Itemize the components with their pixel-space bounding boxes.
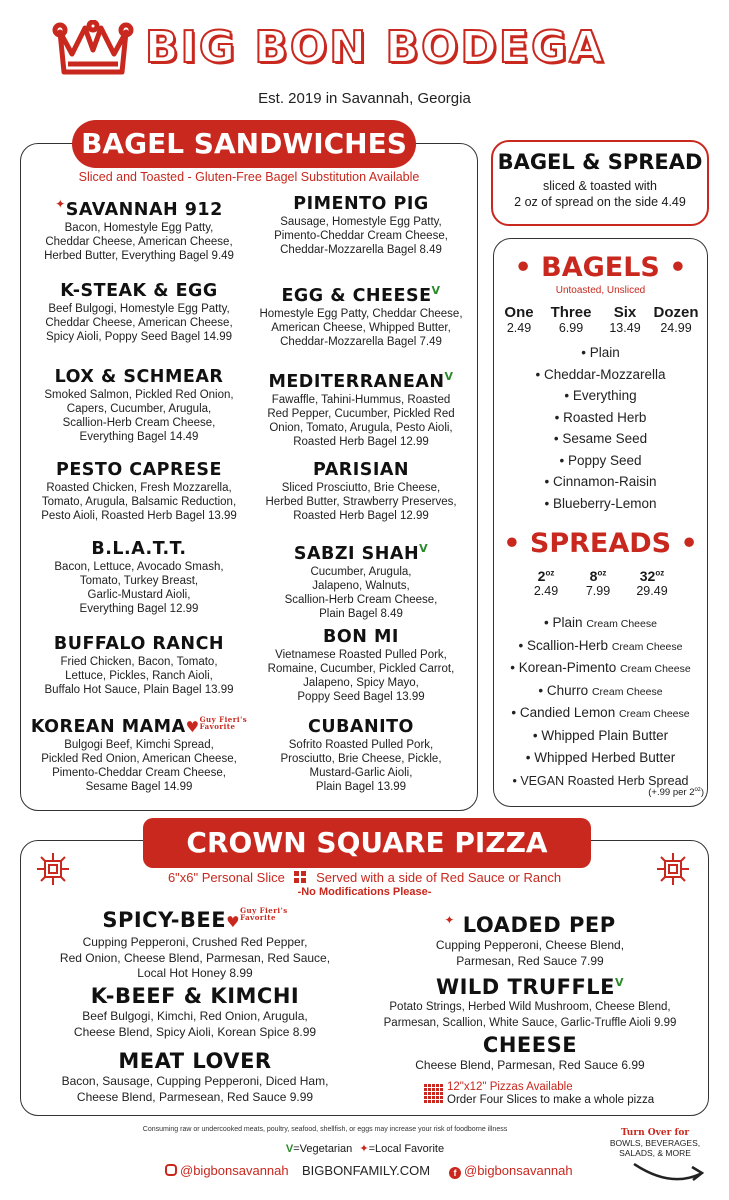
spread-list [493, 612, 708, 792]
list-item: • Roasted Herb [554, 409, 647, 425]
bagel-size-dozen: Dozen 24.99 [653, 304, 699, 335]
list-item: • Candied Lemon Cream Cheese [511, 705, 690, 720]
heart-icon: ♥ [226, 913, 241, 931]
bagels-subtitle: Untoasted, Unsliced [555, 285, 646, 296]
large-pizza-available: 12"x12" Pizzas Available [447, 1081, 573, 1093]
menu-item-buffalo-ranch: BUFFALO RANCH Fried Chicken, Bacon, Tomato, Lettuce, Pickles, Ranch Aioli, Buffalo Hot Sauce, Plain Bagel 13.99 [44, 634, 234, 696]
no-modifications-note: -No Modifications Please- [297, 886, 432, 898]
local-favorite-star-icon: ✦ [444, 913, 455, 927]
guy-fieri-favorite-badge: Guy Fieri's Favorite [240, 906, 288, 922]
menu-item-egg-cheese: EGG & $CHEESE^V$ Homestyle Egg Patty, Cheddar Cheese, American Cheese, Whipped Butter, Cheddar-Mozzarella Bagel 7.49 [259, 284, 463, 348]
instagram-handle[interactable]: @bigbonsavannah [165, 1163, 289, 1178]
list-item: • Cinnamon-Raisin [544, 474, 657, 489]
menu-item-lox-schmear: LOX & SCHMEAR Smoked Salmon, Pickled Red Onion, Capers, Cucumber, Arugula, Scallion-Herb Cream Cheese, Everything Bagel 14.49 [44, 367, 234, 443]
bagel-size-six: Six 13.49 [609, 304, 641, 335]
pizza-item-spicy-bee: SPICY-BEE♥Guy Fieri's Favorite Cupping Pepperoni, Crushed Red Pepper, Red Onion, Cheese Blend, Parmesan, Red Sauce, Local Hot Honey 8.99 [59, 906, 331, 980]
website-link[interactable]: BIGBONFAMILY.COM [302, 1163, 431, 1178]
facebook-icon: f [449, 1167, 461, 1179]
spread-size-8oz: $8^{oz}$ 7.99 [585, 568, 611, 598]
large-pizza-grid-icon [423, 1083, 443, 1103]
established-line: Est. 2019 in Savannah, Georgia [258, 90, 471, 107]
list-item: • Poppy Seed [559, 452, 642, 468]
pizza-size-line: 6"x6" Personal Slice Served with a side of Red Sauce or Ranch [167, 870, 562, 885]
pizza-item-k-beef-kimchi: K-BEEF & KIMCHI Beef Bulgogi, Kimchi, Red Onion, Arugula, Cheese Blend, Spicy Aioli, Korean Spice 8.99 [73, 984, 317, 1039]
list-item: • Everything [564, 388, 637, 403]
vegetarian-mark: V [615, 976, 625, 989]
pizza-item-loaded-pep: ✦ LOADED PEP Cupping Pepperoni, Cheese Blend, Parmesan, Red Sauce 7.99 [435, 913, 625, 968]
menu-item-k-steak-egg: K-STEAK & EGG Beef Bulgogi, Homestyle Egg Patty, Cheddar Cheese, American Cheese, Spicy Aioli, Poppy Seed Bagel 14.99 [45, 281, 233, 343]
vegetarian-mark: V [431, 284, 441, 297]
bagel-spread-line1: sliced & toasted with [543, 179, 657, 193]
food-safety-disclaimer: Consuming raw or undercooked meats, poultry, seafood, shellfish, or eggs may increase your risk of foodborne illness [142, 1126, 508, 1133]
menu-item-bon-mi: BON MI Vietnamese Roasted Pulled Pork, Romaine, Cucumber, Pickled Carrot, Jalapeno, Spicy Mayo, Poppy Seed Bagel 13.99 [267, 627, 455, 703]
list-item: • Blueberry-Lemon [544, 495, 657, 511]
bagel-spread-line2: 2 oz of spread on the side 4.49 [514, 195, 686, 209]
spread-size-32oz: $32^{oz}$ 29.49 [636, 568, 668, 598]
menu-item-sabzi-shah: SABZI $SHAH^V$ Cucumber, Arugula, Jalapeno, Walnuts, Scallion-Herb Cream Cheese, Plain Bagel 8.49 [284, 542, 438, 620]
menu-item-korean-mama: KOREAN MAMA♥Guy Fieri's Favorite Bulgogi Beef, Kimchi Spread, Pickled Red Onion, American Cheese, Pimento-Cheddar Cream Cheese, Sesame Bagel 14.99 [30, 715, 248, 793]
bagel-spread-title: BAGEL & SPREAD [497, 150, 703, 174]
pizza-item-meat-lover: MEAT LOVER Bacon, Sausage, Cupping Pepperoni, Diced Ham, Cheese Blend, Parmesean, Red Sauce 9.99 [61, 1049, 329, 1104]
facebook-handle[interactable]: f @bigbonsavannah [449, 1163, 573, 1179]
square-grid-icon [294, 871, 306, 883]
curved-arrow-icon [630, 1158, 710, 1186]
menu-item-pimento-pig: PIMENTO PIG Sausage, Homestyle Egg Patty, Pimento-Cheddar Cream Cheese, Cheddar-Mozzarella Bagel 8.49 [274, 194, 448, 256]
list-item: • Whipped Plain Butter [532, 727, 669, 743]
vegan-upcharge-note: (+.99 per $2^{oz}$) [648, 787, 704, 799]
menu-item-pesto-caprese: PESTO CAPRESE Roasted Chicken, Fresh Mozzarella, Tomato, Arugula, Balsamic Reduction, Pesto Aioli, Roasted Herb Bagel 13.99 [41, 460, 237, 522]
vegetarian-mark: V [419, 542, 429, 555]
menu-item-savannah-912: ✦SAVANNAH 912 Bacon, Homestyle Egg Patty, Cheddar Cheese, American Cheese, Herbed Butter, Everything Bagel 9.49 [44, 197, 234, 262]
vegetarian-mark: V [444, 370, 454, 383]
legend: V=Vegetarian ✦=Local Favorite [285, 1143, 445, 1155]
menu-item-mediterranean: $MEDITERRANEAN^V$ Fawaffle, Tahini-Hummus, Roasted Red Pepper, Cucumber, Pickled Red Onion, Tomato, Arugula, Pesto Aioli, Roasted Herb Bagel 12.99 [267, 370, 455, 448]
large-pizza-note: Order Four Slices to make a whole pizza [447, 1094, 655, 1106]
pizza-title: CROWN SQUARE PIZZA [143, 818, 591, 868]
pizza-item-wild-truffle: WILD $TRUFFLE^V$ Potato Strings, Herbed Wild Mushroom, Cheese Blend, Parmesan, Scallion, White Sauce, Garlic-Truffle Aioli 9.99 [383, 975, 677, 1029]
list-item: • Churro Cream Cheese [538, 682, 663, 698]
brand-title: BIG BON BODEGA [145, 22, 606, 73]
list-item: • Plain Cream Cheese [544, 615, 657, 630]
local-favorite-star-icon: ✦ [55, 197, 66, 211]
heart-icon: ♥ [185, 718, 200, 736]
guy-fieri-favorite-badge: Guy Fieri's Favorite [199, 715, 248, 731]
local-favorite-star-icon: ✦ [359, 1143, 369, 1155]
list-item: • VEGAN Roasted Herb Spread [512, 773, 689, 788]
bagel-size-three: Three 6.99 [550, 304, 592, 335]
list-item: • Sesame Seed [553, 431, 648, 446]
list-item: • Cheddar-Mozzarella [535, 366, 666, 382]
bagel-size-one: One 2.49 [504, 304, 534, 335]
turn-over-note: Turn Over for BOWLS, BEVERAGES, SALADS, & MORE [609, 1128, 701, 1158]
spread-size-2oz: $2^{oz}$ 2.49 [533, 568, 559, 598]
menu-item-parisian: PARISIAN Sliced Prosciutto, Brie Cheese, Herbed Butter, Strawberry Preserves, Roasted Herb Bagel 12.99 [265, 460, 457, 522]
list-item: • Plain [581, 345, 620, 360]
bagel-sandwiches-title: BAGEL SANDWICHES [72, 120, 416, 168]
crown-logo-icon [52, 20, 134, 80]
spreads-title: • SPREADS • [503, 528, 698, 559]
list-item: • Korean-Pimento Cream Cheese [510, 660, 691, 675]
list-item: • Scallion-Herb Cream Cheese [518, 637, 683, 653]
pizza-item-cheese: CHEESE Cheese Blend, Parmesan, Red Sauce 6.99 [415, 1033, 645, 1072]
bagels-title: • BAGELS • [514, 252, 687, 283]
instagram-icon [165, 1164, 177, 1176]
menu-item-cubanito: CUBANITO Sofrito Roasted Pulled Pork, Prosciutto, Brie Cheese, Pickle, Mustard-Garlic Aioli, Plain Bagel 13.99 [280, 717, 442, 793]
menu-item-blatt: B.L.A.T.T. Bacon, Lettuce, Avocado Smash, Tomato, Turkey Breast, Garlic-Mustard Aioli, Everything Bagel 12.99 [54, 539, 224, 615]
list-item: • Whipped Herbed Butter [525, 750, 676, 765]
bagel-flavor-list [493, 342, 708, 514]
bagel-sandwiches-subtitle: Sliced and Toasted - Gluten-Free Bagel Substitution Available [78, 170, 420, 184]
